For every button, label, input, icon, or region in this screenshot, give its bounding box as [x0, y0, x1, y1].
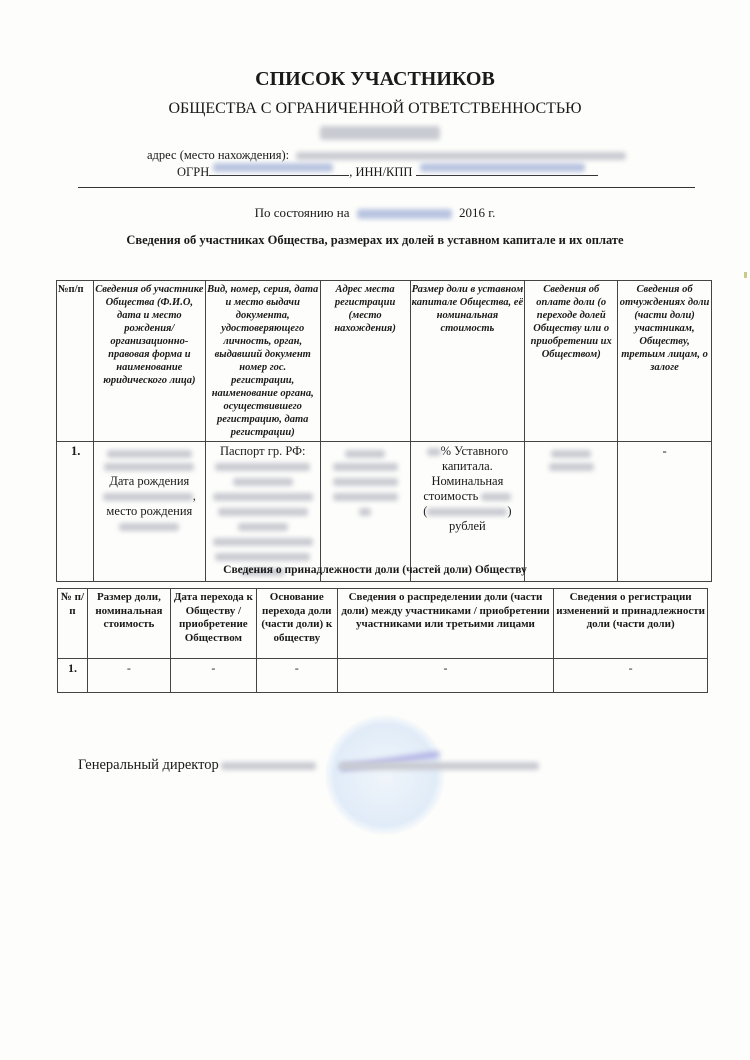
address-redacted: [296, 152, 626, 160]
col-payment: Сведения об оплате доли (о переходе долей Обществу или о приобретении их Обществом): [525, 281, 618, 442]
table-row: [57, 442, 712, 582]
col-transfer-date: Дата перехода к Обществу / приобретение Обществом: [170, 589, 256, 659]
as-of-label: По состоянию на: [254, 205, 350, 220]
address-line: [147, 148, 626, 163]
name-redacted: [104, 463, 194, 471]
birth-place-label: место рождения: [106, 504, 193, 518]
currency-label: рублей: [449, 519, 486, 533]
passport-redacted: [215, 553, 310, 561]
passport-redacted: [218, 508, 308, 516]
company-stamp: [325, 715, 445, 835]
address-redacted: [333, 493, 398, 501]
table-row: [58, 659, 708, 693]
as-of-date: [0, 205, 750, 221]
payment-cell: [525, 442, 618, 582]
transfer-date-cell: -: [170, 659, 256, 693]
col-registration: Сведения о регистрации изменений и принадлежности доли (части доли): [554, 589, 708, 659]
participant-cell: Дата рождения , место рождения: [93, 442, 205, 582]
col-number: №п/п: [57, 281, 94, 442]
address-label: адрес (место нахождения):: [147, 148, 290, 162]
company-shares-table: [57, 588, 708, 693]
nominal-words-redacted: [427, 508, 507, 516]
col-transfer-basis: Основание перехода доли (части доли) к обществу: [256, 589, 337, 659]
document-subtitle: ОБЩЕСТВА С ОГРАНИЧЕННОЙ ОТВЕТСТВЕННОСТЬЮ: [168, 100, 582, 117]
document-cell: [205, 442, 320, 582]
company-name-redacted: [320, 126, 440, 140]
director-line: [78, 757, 539, 774]
col-distribution: Сведения о распределении доли (части доли) между участниками / приобретении участниками или третьими лицами: [337, 589, 553, 659]
company-name-redacted: [221, 762, 316, 770]
as-of-year: 2016 г.: [458, 205, 496, 220]
address-redacted: [359, 508, 371, 516]
col-share-size: Размер доли, номинальная стоимость: [87, 589, 170, 659]
percent-redacted: [427, 448, 441, 456]
registration-cell: -: [554, 659, 708, 693]
date-redacted: [357, 209, 452, 219]
birth-date-redacted: [103, 493, 193, 501]
address-redacted: [345, 450, 385, 458]
inn-kpp-label: , ИНН/КПП: [349, 165, 413, 179]
passport-redacted: [238, 523, 288, 531]
ogrn-field: [209, 163, 349, 176]
passport-label: Паспорт гр. РФ:: [219, 444, 306, 458]
passport-redacted: [213, 538, 313, 546]
nominal-redacted: [481, 493, 511, 501]
col-address: Адрес места регистрации (место нахождения): [320, 281, 410, 442]
participants-table: [56, 280, 712, 582]
share-size-cell: -: [87, 659, 170, 693]
director-name-redacted: [339, 762, 539, 770]
address-redacted: [333, 463, 398, 471]
payment-redacted: [549, 463, 594, 471]
document-title: СПИСОК УЧАСТНИКОВ: [255, 68, 495, 90]
inn-kpp-field: [416, 163, 598, 176]
ogrn-label: ОГРН: [177, 165, 210, 179]
scan-mark: [744, 272, 747, 278]
payment-redacted: [551, 450, 591, 458]
ogrn-inn-line: [177, 163, 598, 180]
inn-kpp-redacted: [420, 163, 585, 172]
birth-date-label: Дата рождения: [109, 474, 190, 488]
alienation-cell: -: [618, 442, 712, 582]
col-document: Вид, номер, серия, дата и место выдачи документа, удостоверяющего личность, орган, выдавший документ номер гос. регистрации, наименование органа, осуществившего регистрацию, дата регистрации): [205, 281, 320, 442]
passport-redacted: [213, 493, 313, 501]
passport-redacted: [233, 478, 293, 486]
birth-place-redacted: [119, 523, 179, 531]
row-number: 1.: [57, 442, 94, 582]
ogrn-redacted: [213, 163, 333, 172]
section2-title: Сведения о принадлежности доли (частей доли) Обществу: [223, 564, 527, 576]
section1-title: Сведения об участниках Общества, размерах их долей в уставном капитале и их оплате: [126, 233, 624, 247]
table-header-row: [57, 281, 712, 442]
row-number: 1.: [58, 659, 88, 693]
distribution-cell: -: [337, 659, 553, 693]
address-cell: [320, 442, 410, 582]
col-participant: Сведения об участнике Общества (Ф.И.О, дата и место рождения/ организационно-правовая форма и наименование юридического лица): [93, 281, 205, 442]
horizontal-rule: [78, 187, 695, 188]
director-label: Генеральный директор: [78, 757, 219, 773]
col-alienation: Сведения об отчуждениях доли (части доли) участникам, Обществу, третьим лицам, о залоге: [618, 281, 712, 442]
share-percent-text: % Уставного капитала.: [440, 444, 509, 473]
name-redacted: [107, 450, 192, 458]
passport-redacted: [215, 463, 310, 471]
col-share-size: Размер доли в уставном капитале Общества, её номинальная стоимость: [410, 281, 525, 442]
nominal-label: Номинальная стоимость: [423, 474, 504, 503]
transfer-basis-cell: -: [256, 659, 337, 693]
address-redacted: [333, 478, 398, 486]
table-header-row: [58, 589, 708, 659]
col-number: № п/п: [58, 589, 88, 659]
share-cell: % Уставного капитала. Номинальная стоимость ( ) рублей: [410, 442, 525, 582]
